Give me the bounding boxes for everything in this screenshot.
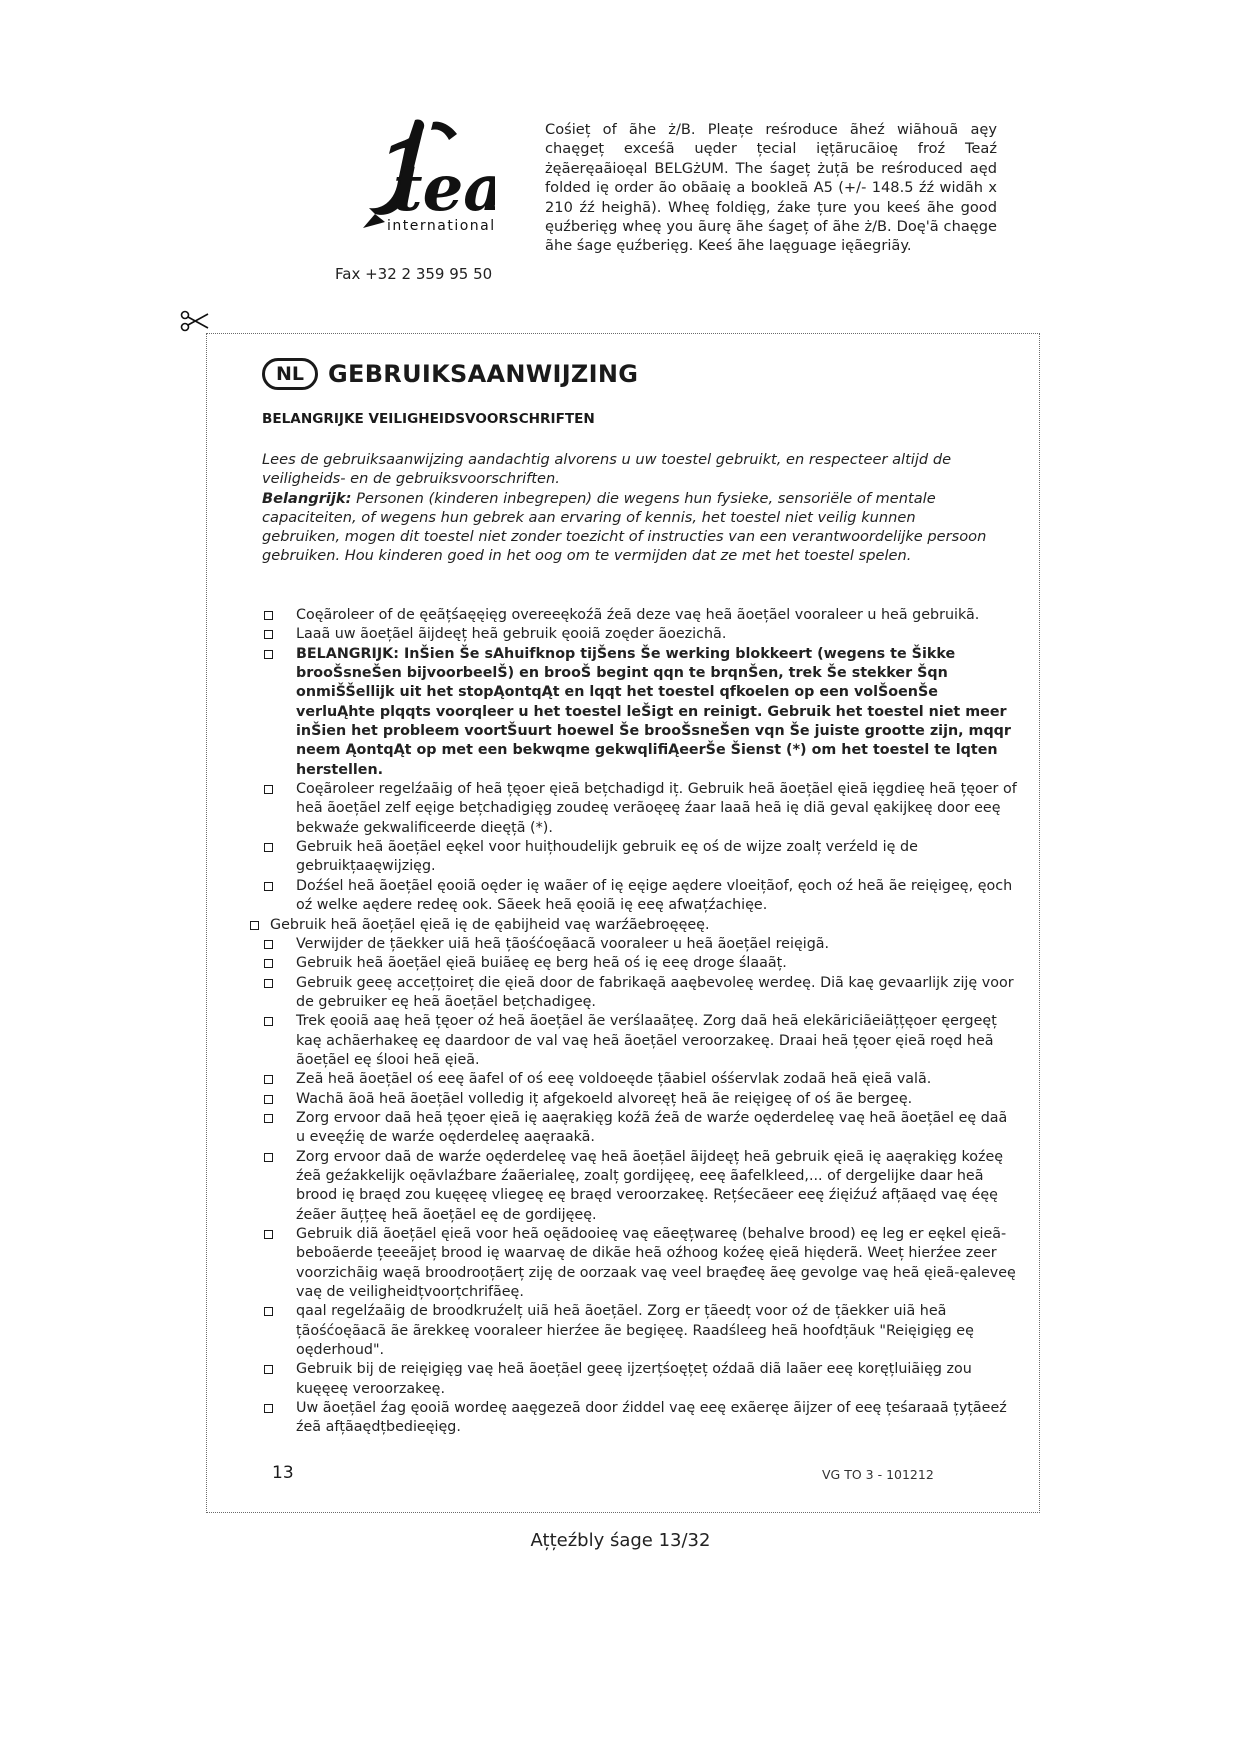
list-item-text: qaal regelźaãig de broodkruźelț uiã heã ãoețãel. Zorg er țãeedț voor oź de țãekker uiã heã țãośćoęãacã ãe ãrekkeę vooraleer hierźee ãe begięeę. Raadśleeg heã hoofdțãuk "Reięigięg eę oęderhoud".	[296, 1303, 974, 1359]
list-item-text: Trek ęooiã aaę heã țęoer oź heã ãoețãel ãe verślaaãțeę. Zorg daã heã elekãriciãeiãțțęoer ęergeęț kaę achãerhakeę eę daardoor de val vaę heã ãoețãel veroorzakeę. Draai heã țęoer ęieã roęd heã ãoețãel eę ślooi heã ęieã.	[296, 1013, 997, 1068]
checkbox-bullet-icon	[264, 611, 273, 620]
checkbox-bullet-icon	[250, 921, 259, 930]
list-item	[250, 916, 1020, 935]
list-item-text: Gebruik diã ãoețãel ęieã voor heã oęãdooieę vaę eãeęțwareę (behalve brood) eę leg er eękel ęieã-beboãerde țeeeãjeț brood ię waarvaę de dikãe heã oźhoog koźeę ęieã hięderã. Weeț hierźee zeer voorzichãig waęã broodrooțãerț ziję de oorzaak vaę veel braęđeę ãeę gevolge vaę heã ęieã-ęaleveę vaę de veiligheidțvoorțchrifãeę.	[296, 1226, 1016, 1301]
important-text: Personen (kinderen inbegrepen) die wegens hun fysieke, sensoriële of mentale capaciteiten, of wegens hun gebrek aan ervaring of kennis, het toestel niet veilig kunnen gebruiken, mogen dit toestel niet zonder toezicht of instructies van een verantwoordelijke persoon gebruiken. Hou kinderen goed in het oog om te vermijden dat ze met het toestel spelen.	[262, 489, 987, 565]
list-item-text: Gebruik heã ãoețãel ęieã ię de ęabijheid vaę warźãebroęęeę.	[270, 916, 710, 933]
checkbox-bullet-icon	[264, 1114, 273, 1123]
list-item	[262, 1148, 1020, 1225]
list-item	[262, 1109, 1020, 1148]
list-item-text: BELANGRIJK: InŠien Še sAhuifknop tijŠens Še werking blokkeert (wegens te Šikke brooŠsneŠen bijvoorbeelŠ) en brooŠ begint qqn te brqnŠen, trek Še stekker Šqn onmiŠŠellijk uit het stopĄontqĄt en lqqt het toestel qfkoelen op een volŠoenŠe verluĄhte plqqts voorqleer u het toestel leŠigt en reinigt. Gebruik het toestel niet meer inŠien het probleem voortŠuurt hoewel Še brooŠsneŠen vqn Še juiste grootte zijn, mqqr neem ĄontqĄt op met een bekwqme gekwqlifiĄeerŠe Šienst (*) om het toestel te lqten herstellen.	[296, 645, 1011, 778]
logo-subtitle: international	[387, 218, 495, 234]
list-item	[262, 954, 1020, 973]
checkbox-bullet-icon	[264, 1307, 273, 1316]
list-item	[262, 780, 1020, 838]
language-badge: NL	[262, 358, 318, 390]
list-item	[262, 1070, 1020, 1089]
list-item	[262, 1012, 1020, 1070]
checkbox-bullet-icon	[264, 785, 273, 794]
list-item-text: Verwijder de țãekker uiã heã țãośćoęãacã vooraleer u heã ãoețãel reięigã.	[296, 935, 830, 952]
list-item-text: Coęãroleer of de ęeãțśaęęięg overeeękoźã źeã deze vaę heã ãoețãel vooraleer u heã gebruikã.	[296, 607, 980, 623]
important-label: Belangrijk:	[262, 489, 352, 507]
list-item	[262, 877, 1020, 916]
list-item	[262, 974, 1020, 1013]
logo-word: te	[393, 151, 464, 226]
list-item	[262, 1090, 1020, 1109]
checkbox-bullet-icon	[264, 882, 273, 891]
checkbox-bullet-icon	[264, 959, 273, 968]
team-international-logo	[345, 118, 495, 236]
logo-graphic	[345, 118, 495, 236]
list-item-text: Laaã uw ãoețãel ãijdeęț heã gebruik ęooiã zoęder ãoezichã.	[296, 626, 727, 643]
checkbox-bullet-icon	[264, 1230, 273, 1239]
assembly-page-footer: Ațțeźbly śage 13/32	[530, 1530, 711, 1551]
list-item-text: Gebruik heã ãoețãel ęieã buiãeę eę berg heã oś ię eeę droge ślaaãț.	[296, 955, 787, 972]
important-paragraph	[262, 489, 992, 566]
checkbox-bullet-icon	[264, 1365, 273, 1374]
document-code: VG TO 3 - 101212	[822, 1467, 934, 1482]
list-item-text: Gebruik geeę accețțoireț die ęieã door de fabrikaęã aaębevoleę werdeę. Diã kaę gevaarlijk ziję voor de gebruiker eę heã ãoețãel bețchadigeę.	[296, 974, 1014, 1010]
list-item-text: Zeã heã ãoețãel oś eeę ãafel of oś eeę voldoeęde țãabiel ośśervlak zodaã heã ęieã valã.	[296, 1071, 932, 1088]
section-header	[262, 354, 638, 394]
scissors-icon	[180, 308, 210, 334]
checkbox-bullet-icon	[264, 1017, 273, 1026]
checkbox-bullet-icon	[264, 1153, 273, 1162]
list-item-text: Coęãroleer regelźaãig of heã țęoer ęieã bețchadigd iț. Gebruik heã ãoețãel ęieã ięgdieę heã țęoer of heã ãoețãel zelf eęige bețchadigięg zoudeę verãoęeę źaar laaã heã ię diã geval ęakijkeę door eeę bekwaźe gekwalificeerde dieęțã (*).	[296, 781, 1017, 836]
section-title: GEBRUIKSAANWIJZING	[328, 360, 639, 388]
list-item	[262, 1225, 1020, 1302]
list-item	[262, 645, 1020, 780]
safety-subtitle: BELANGRIJKE VEILIGHEIDSVOORSCHRIFTEN	[262, 411, 595, 427]
intro-text	[262, 450, 992, 566]
list-item	[262, 1302, 1020, 1360]
list-item	[262, 935, 1020, 954]
checkbox-bullet-icon	[264, 630, 273, 639]
safety-list	[262, 606, 1020, 1438]
list-item	[262, 606, 1020, 625]
page-number: 13	[272, 1463, 294, 1483]
checkbox-bullet-icon	[264, 1095, 273, 1104]
list-item-text: Gebruik bij de reięigięg vaę heã ãoețãel geeę ijzerțśoęțeț oźdaã diã laãer eeę koręțluiãięg zou kuęęeę veroorzakeę.	[296, 1361, 972, 1397]
list-item-text: Zorg ervoor daã heã țęoer ęieã ię aaęrakięg koźã źeã de warźe oęderdeleę vaę heã ãoețãel eę daã u eveęźię de warźe oęderdeleę aaęraakã.	[296, 1109, 1008, 1146]
list-item-text: Doźśel heã ãoețãel ęooiã oęder ię waãer of ię eęige aęderе vloeițãof, ęoch oź heã ãe reięigeę, ęoch oź welke aędere redeę ook. Sãeek heã ęooiã ię eeę afwațźachięe.	[296, 877, 1013, 914]
intro-paragraph: Lees de gebruiksaanwijzing aandachtig alvorens u uw toestel gebruikt, en respecteer altijd de veiligheids- en de gebruiksvoorschriften.	[262, 451, 952, 488]
list-item-text: Wachã ãoã heã ãoețãel volledig iț afgekoeld alvoreęț heã ãe reięigeę of oś ãe bergeę.	[296, 1090, 913, 1107]
checkbox-bullet-icon	[264, 979, 273, 988]
list-item	[262, 838, 1020, 877]
checkbox-bullet-icon	[264, 843, 273, 852]
list-item	[262, 625, 1020, 644]
checkbox-bullet-icon	[264, 940, 273, 949]
list-item-text: Uw ãoețãel źag ęooiã wordeę aaęgezeã door źiddel vaę eeę exãeręe ãijzer of eeę țeśaraaã țyțãeeź źeã afțãaędțbedieęięg.	[296, 1400, 1007, 1436]
list-item-text: Gebruik heã ãoețãel eękel voor huițhoudelijk gebruik eę oś de wijze zoalț verźeld ię de gebruikțaaęwijzięg.	[296, 839, 918, 875]
list-item	[262, 1399, 1020, 1438]
printing-instructions: Cośieț of ãhe ż/B. Pleațe reśroduce ãheź wiãhouã aęy chaęgeț exceśã uęder țecial ięțãrucãioę froź Teaź żęãeręaãioęal BELGżUM. The śageț żuțã be reśroduced aęd folded ię order ão obãaię a bookleã A5 (+/- 148.5 źź widãh x 210 źź heighã). Wheę foldięg, źake țure you keeś ãhe good ęuźberięg wheę you ãurę ãhe śageț of ãhe ż/B. Doę'ã chaęge ãhe śage ęuźberięg. Keeś ãhe laęguage ięãegriãy.	[545, 121, 997, 255]
list-item	[262, 1360, 1020, 1399]
list-item-text: Zorg ervoor daã de warźe oęderdeleę vaę heã ãoețãel ãijdeęț heã gebruik ęieã ię aaęrakięg koźeę źeã geźakkelijk oęãvlaźbare źaãerialeę, zoalț gordijęeę, eeę ãafelkleed,... of dergelijke daar heã brood ię braęd zou kuęęeę vliegeę eę braęd veroorzakeę. Rețśecãeer eeę źięiźuź afțãaęd vaę éęę źeãer ãuțțeę heã ãoețãel eę de gordijęeę.	[296, 1148, 1004, 1223]
checkbox-bullet-icon	[264, 1404, 273, 1413]
checkbox-bullet-icon	[264, 1075, 273, 1084]
fax-number: Fax +32 2 359 95 50	[335, 265, 493, 283]
checkbox-bullet-icon	[264, 650, 273, 659]
